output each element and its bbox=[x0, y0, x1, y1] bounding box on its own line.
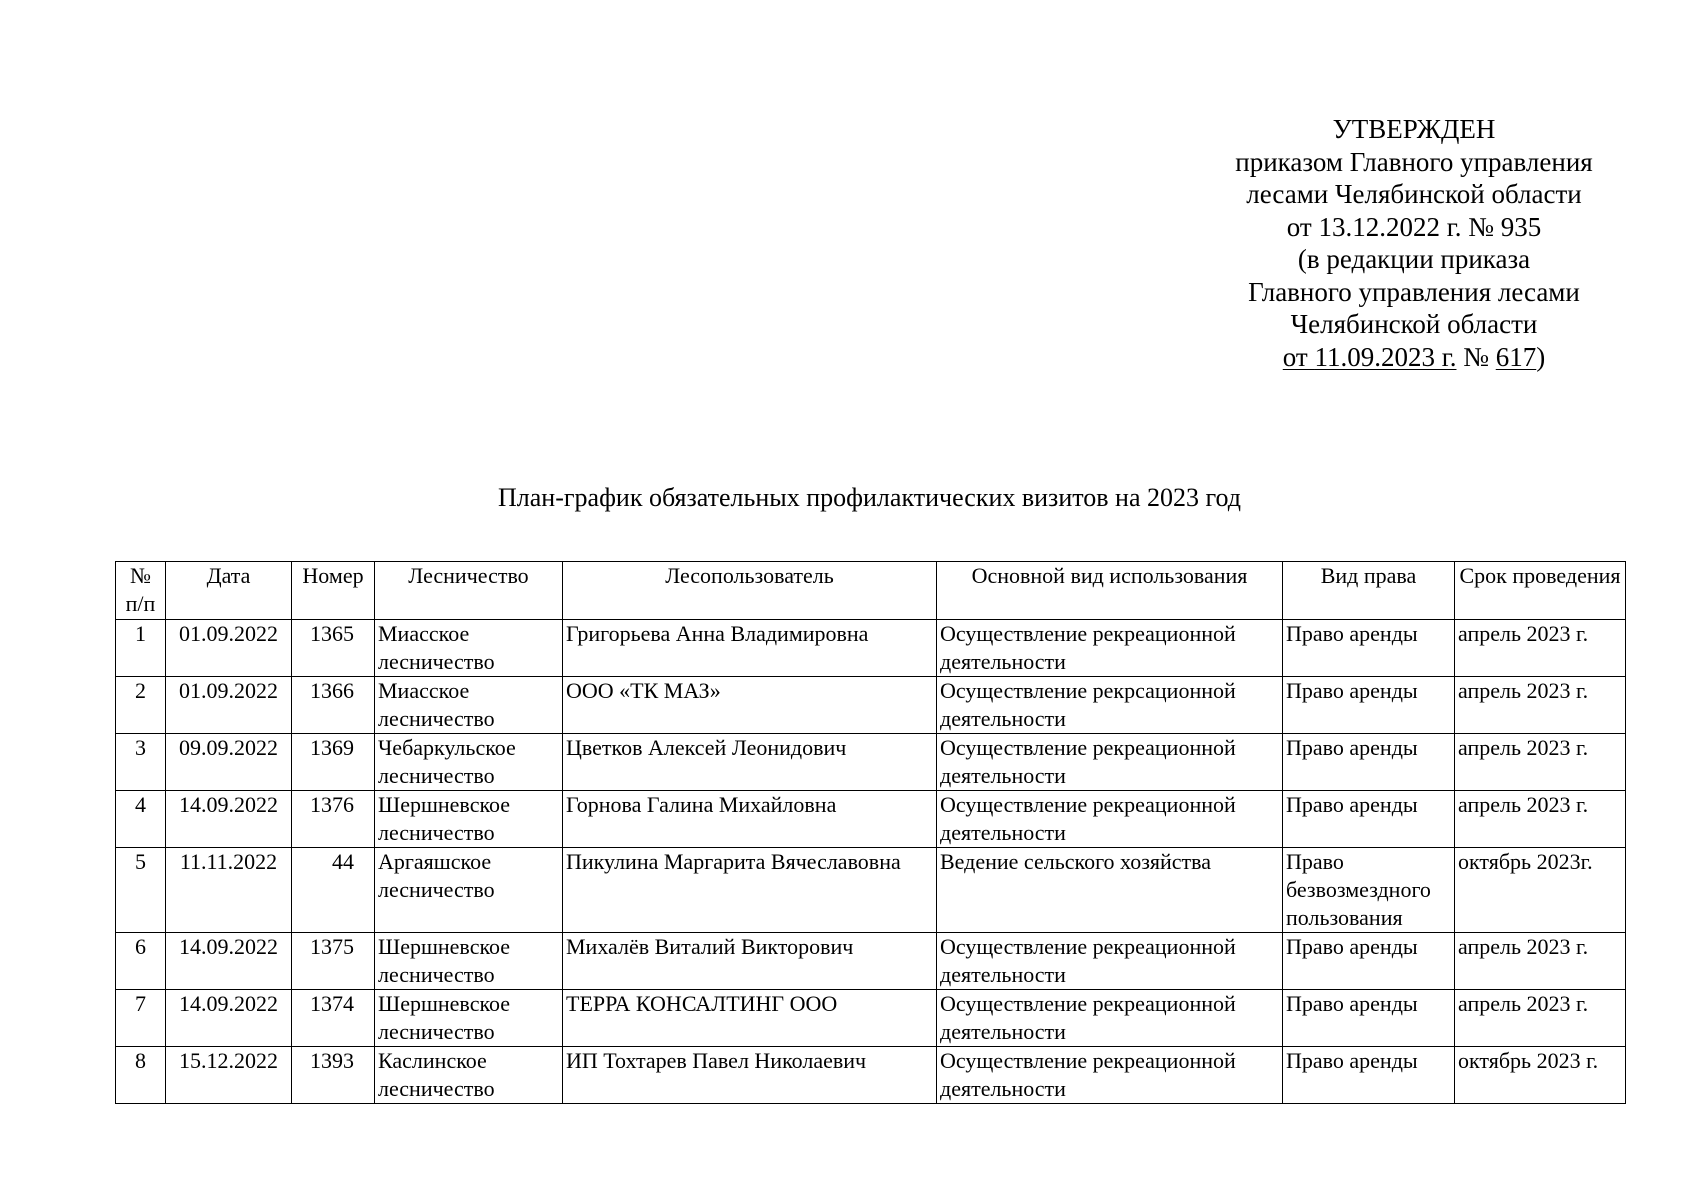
cell-number: 44 bbox=[292, 848, 375, 933]
cell-right: Право аренды bbox=[1283, 1047, 1455, 1104]
table-row bbox=[116, 791, 1626, 848]
table-row bbox=[116, 848, 1626, 933]
schedule-table bbox=[115, 561, 1626, 1104]
cell-forestry: Шершневское лесничество bbox=[375, 933, 563, 990]
cell-number: 1374 bbox=[292, 990, 375, 1047]
cell-usage: Осуществление рекреационной деятельности bbox=[937, 791, 1283, 848]
cell-right: Право безвозмездного пользования bbox=[1283, 848, 1455, 933]
header-number: Номер bbox=[292, 562, 375, 620]
cell-term: апрель 2023 г. bbox=[1455, 791, 1626, 848]
header-term: Срок проведения bbox=[1455, 562, 1626, 620]
cell-user: Цветков Алексей Леонидович bbox=[563, 734, 937, 791]
table-row bbox=[116, 990, 1626, 1047]
cell-date: 01.09.2022 bbox=[166, 620, 292, 677]
cell-num: 3 bbox=[116, 734, 166, 791]
header-date: Дата bbox=[166, 562, 292, 620]
table-row bbox=[116, 734, 1626, 791]
revision-prefix: от bbox=[1282, 341, 1315, 372]
table-row bbox=[116, 933, 1626, 990]
cell-user: Михалёв Виталий Викторович bbox=[563, 933, 937, 990]
cell-num: 4 bbox=[116, 791, 166, 848]
cell-date: 15.12.2022 bbox=[166, 1047, 292, 1104]
cell-date: 09.09.2022 bbox=[166, 734, 292, 791]
cell-forestry: Миасское лесничество bbox=[375, 620, 563, 677]
cell-forestry: Чебаркульское лесничество bbox=[375, 734, 563, 791]
cell-date: 11.11.2022 bbox=[166, 848, 292, 933]
cell-number: 1375 bbox=[292, 933, 375, 990]
cell-term: апрель 2023 г. bbox=[1455, 933, 1626, 990]
cell-user: Пикулина Маргарита Вячеславовна bbox=[563, 848, 937, 933]
cell-right: Право аренды bbox=[1283, 734, 1455, 791]
cell-usage: Осуществление рекреационной деятельности bbox=[937, 933, 1283, 990]
cell-num: 6 bbox=[116, 933, 166, 990]
cell-usage: Осуществление рекрсационной деятельности bbox=[937, 677, 1283, 734]
cell-num: 1 bbox=[116, 620, 166, 677]
cell-term: апрель 2023 г. bbox=[1455, 734, 1626, 791]
cell-forestry: Каслинское лесничество bbox=[375, 1047, 563, 1104]
cell-right: Право аренды bbox=[1283, 677, 1455, 734]
cell-right: Право аренды bbox=[1283, 990, 1455, 1047]
revision-date: 11.09.2023 г. bbox=[1314, 341, 1457, 372]
cell-date: 14.09.2022 bbox=[166, 933, 292, 990]
table-row bbox=[116, 677, 1626, 734]
header-user: Лесопользователь bbox=[563, 562, 937, 620]
cell-forestry: Аргаяшское лесничество bbox=[375, 848, 563, 933]
cell-usage: Осуществление рекреационной деятельности bbox=[937, 1047, 1283, 1104]
cell-user: Григорьева Анна Владимировна bbox=[563, 620, 937, 677]
cell-num: 2 bbox=[116, 677, 166, 734]
cell-term: апрель 2023 г. bbox=[1455, 990, 1626, 1047]
cell-forestry: Шершневское лесничество bbox=[375, 791, 563, 848]
cell-date: 14.09.2022 bbox=[166, 791, 292, 848]
approval-line: Главного управления лесами bbox=[1248, 276, 1580, 307]
cell-usage: Осуществление рекреационной деятельности bbox=[937, 620, 1283, 677]
table-header-row bbox=[116, 562, 1626, 620]
approval-revision-ref bbox=[1140, 341, 1688, 374]
cell-user: ТЕРРА КОНСАЛТИНГ ООО bbox=[563, 990, 937, 1047]
header-forestry: Лесничество bbox=[375, 562, 563, 620]
approval-line: (в редакции приказа bbox=[1297, 244, 1531, 274]
cell-usage: Осуществление рекреационной деятельности bbox=[937, 734, 1283, 791]
cell-number: 1393 bbox=[292, 1047, 375, 1104]
approval-line: приказом Главного управления bbox=[1235, 146, 1593, 177]
cell-number: 1365 bbox=[292, 620, 375, 677]
cell-num: 7 bbox=[116, 990, 166, 1047]
header-right: Вид права bbox=[1283, 562, 1455, 620]
cell-user: ООО «ТК МАЗ» bbox=[563, 677, 937, 734]
cell-right: Право аренды bbox=[1283, 791, 1455, 848]
cell-term: апрель 2023 г. bbox=[1455, 677, 1626, 734]
revision-mid: № bbox=[1456, 341, 1496, 372]
table-row bbox=[116, 620, 1626, 677]
cell-date: 01.09.2022 bbox=[166, 677, 292, 734]
cell-right: Право аренды bbox=[1283, 620, 1455, 677]
header-usage: Основной вид использования bbox=[937, 562, 1283, 620]
cell-term: апрель 2023 г. bbox=[1455, 620, 1626, 677]
cell-num: 5 bbox=[116, 848, 166, 933]
cell-number: 1369 bbox=[292, 734, 375, 791]
revision-suffix: ) bbox=[1536, 341, 1546, 372]
document-title: План-график обязательных профилактических визитов на 2023 год bbox=[498, 483, 1241, 512]
cell-usage: Ведение сельского хозяйства bbox=[937, 848, 1283, 933]
approval-line: лесами Челябинской области bbox=[1246, 179, 1582, 209]
approval-line: Челябинской области bbox=[1290, 309, 1538, 339]
approval-stamp bbox=[1140, 113, 1688, 373]
cell-forestry: Миасское лесничество bbox=[375, 677, 563, 734]
header-num: № п/п bbox=[116, 562, 166, 620]
approval-heading: УТВЕРЖДЕН bbox=[1332, 114, 1496, 144]
cell-number: 1376 bbox=[292, 791, 375, 848]
cell-user: Горнова Галина Михайловна bbox=[563, 791, 937, 848]
table-row bbox=[116, 1047, 1626, 1104]
revision-number: 617 bbox=[1495, 341, 1537, 372]
cell-user: ИП Тохтарев Павел Николаевич bbox=[563, 1047, 937, 1104]
cell-num: 8 bbox=[116, 1047, 166, 1104]
cell-date: 14.09.2022 bbox=[166, 990, 292, 1047]
cell-term: октябрь 2023 г. bbox=[1455, 1047, 1626, 1104]
cell-usage: Осуществление рекреационной деятельности bbox=[937, 990, 1283, 1047]
cell-forestry: Шершневское лесничество bbox=[375, 990, 563, 1047]
cell-right: Право аренды bbox=[1283, 933, 1455, 990]
cell-term: октябрь 2023г. bbox=[1455, 848, 1626, 933]
approval-order-ref: от 13.12.2022 г. № 935 bbox=[1286, 211, 1542, 242]
cell-number: 1366 bbox=[292, 677, 375, 734]
